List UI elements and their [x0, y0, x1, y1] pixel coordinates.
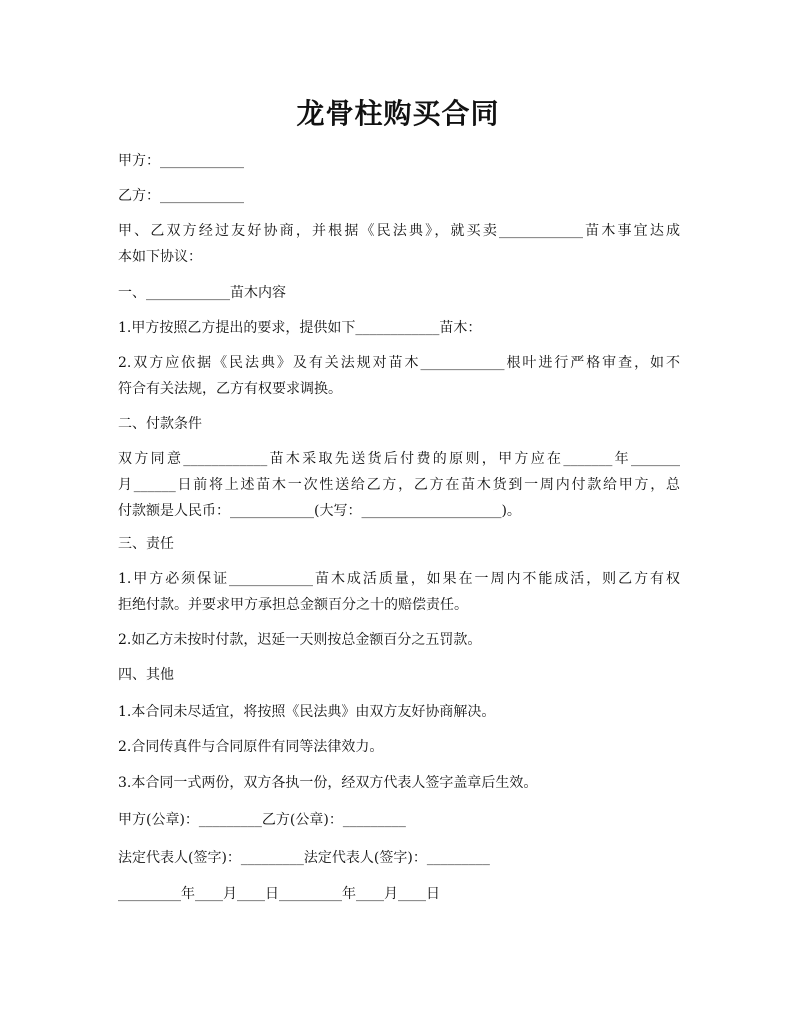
intro-paragraph	[118, 218, 680, 270]
seal-line	[118, 807, 680, 833]
text-line: 甲方(公章)：_________乙方(公章)：_________	[118, 812, 406, 828]
signature-line	[118, 845, 680, 871]
text-line: 四、其他	[118, 667, 174, 683]
payment-paragraph	[118, 446, 680, 524]
section-heading-4	[118, 662, 680, 688]
contract-title: 龙骨柱购买合同	[296, 97, 500, 130]
clause-3-2	[118, 627, 680, 653]
text-line: 一、____________苗木内容	[118, 285, 286, 301]
text-line: 2.双方应依据《民法典》及有关法规对苗木____________根叶进行严格审查，如不	[118, 355, 680, 371]
text-line: _________年____月____日_________年____月____日	[118, 886, 440, 902]
clause-4-3	[118, 770, 680, 796]
text-line: 付款额是人民币：____________(大写：____________________)。	[118, 503, 521, 519]
clause-4-1	[118, 699, 680, 725]
text-line: 三、责任	[118, 536, 174, 552]
text-line: 本如下协议：	[118, 249, 202, 265]
text-line: 2.如乙方未按时付款，迟延一天则按总金额百分之五罚款。	[118, 632, 482, 648]
text-line: 3.本合同一式两份，双方各执一份，经双方代表人签字盖章后生效。	[118, 775, 538, 791]
clause-1-1	[118, 315, 680, 341]
text-line: 1.本合同未尽适宜，将按照《民法典》由双方友好协商解决。	[118, 704, 496, 720]
text-line: 拒绝付款。并要求甲方承担总金额百分之十的赔偿责任。	[118, 597, 468, 613]
text-line: 甲方：____________	[118, 153, 244, 169]
text-line: 1.甲方按照乙方提出的要求，提供如下____________苗木：	[118, 320, 482, 336]
text-line: 2.合同传真件与合同原件有同等法律效力。	[118, 739, 384, 755]
section-heading-1	[118, 280, 680, 306]
text-line: 月______日前将上述苗木一次性送给乙方，乙方在苗木货到一周内付款给甲方，总	[118, 477, 680, 493]
text-line: 双方同意____________苗木采取先送货后付费的原则，甲方应在_______年_______	[118, 451, 680, 467]
clause-3-1	[118, 566, 680, 618]
party-b-line	[118, 183, 680, 209]
text-line: 1.甲方必须保证____________苗木成活质量，如果在一周内不能成活，则乙方有权	[118, 571, 680, 587]
date-line	[118, 881, 680, 907]
party-a-line	[118, 148, 680, 174]
text-line: 乙方：____________	[118, 188, 244, 204]
clause-4-2	[118, 734, 680, 760]
text-line: 法定代表人(签字)：_________法定代表人(签字)：_________	[118, 850, 490, 866]
text-line: 二、付款条件	[118, 416, 202, 432]
section-heading-2	[118, 411, 680, 437]
text-line: 甲、乙双方经过友好协商，并根据《民法典》，就买卖____________苗木事宜达成	[118, 223, 680, 239]
text-line: 符合有关法规，乙方有权要求调换。	[118, 381, 342, 397]
clause-1-2	[118, 350, 680, 402]
section-heading-3	[118, 531, 680, 557]
